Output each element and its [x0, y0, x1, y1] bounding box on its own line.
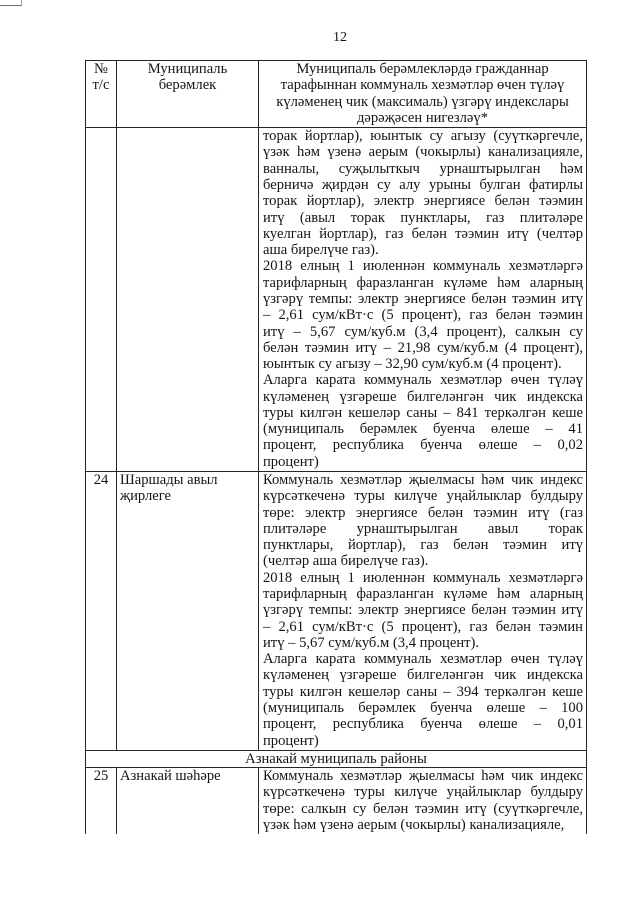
description-line: белән тәэмин итү – 21,98 сум/куб.м (4 процент), [263, 339, 583, 356]
description-line: – 2,61 сум/кВт·с (5 процент), газ белән тәэмин [263, 618, 583, 635]
description-line: туры килгән кешеләр саны – 841 теркәлгән кеше [263, 404, 583, 421]
municipality-cell [117, 768, 259, 835]
description-paragraph [263, 258, 583, 372]
row-number: 25 [93, 768, 109, 785]
description-line: куелган йортлар), газ белән тәэмин итү (челтәр [263, 225, 583, 242]
description-line: үзгәрү темпы: электр энергиясе белән тәэмин итү [263, 290, 583, 307]
description-line: күләменең үзгәреше билгеләнгән чик индекска [263, 388, 583, 405]
row-number-cell [86, 128, 117, 472]
description-line: Коммуналь хезмәтләр җыелмасы һәм чик индекс [263, 472, 583, 489]
header-description-line: дәрәҗәсен нигезләү* [356, 109, 489, 126]
municipality-name-line: Азнакай шәһәре [120, 768, 221, 785]
description-cell [259, 128, 587, 472]
description-line: 2018 елның 1 июленнән коммуналь хезмәтләргә [263, 258, 583, 275]
description-line: күрсәткеченә туры килүче уңайлыклар булдыру [263, 784, 583, 801]
description-line: төре: электр энергиясе белән тәэмин итү (газ [263, 504, 583, 521]
header-number-cell [86, 61, 117, 128]
description-line: процент) [263, 453, 319, 470]
section-title: Азнакай муниципаль районы [86, 750, 587, 767]
header-row [86, 61, 587, 128]
table-header [86, 61, 587, 128]
description-line: Аларга карата коммуналь хезмәтләр өчен түләү [263, 651, 583, 668]
data-table [85, 60, 587, 834]
header-number-line: т/с [92, 77, 110, 94]
description-paragraph [263, 651, 583, 749]
section-row [86, 750, 587, 767]
description-paragraph [263, 768, 583, 833]
header-description-cell [259, 61, 587, 128]
municipality-cell [117, 472, 259, 751]
description-line: процент, республика буенча өлеше – 0,02 [263, 437, 583, 454]
row-number-cell [86, 472, 117, 751]
page-number: 12 [333, 30, 347, 45]
description-line: итү – 5,67 сум/куб.м (3,4 процент), салкын су [263, 323, 583, 340]
municipality-name-line: Шаршады авыл [120, 472, 218, 489]
table-row [86, 768, 587, 835]
description-line: плитәләре урнаштырылган авыл торак [263, 520, 583, 537]
table-row [86, 128, 587, 472]
description-line: туры килгән кешеләр саны – 394 теркәлгән кеше [263, 683, 583, 700]
table-body [86, 128, 587, 835]
table-row [86, 472, 587, 751]
description-line: пунктлары, йортлар), газ белән тәэмин итү [263, 537, 583, 554]
header-municipality-line: Муниципаль [147, 61, 228, 77]
description-line: үзәк һәм үзенә аерым (чокырлы) канализацияле, [263, 144, 583, 161]
description-line: процент, республика буенча өлеше – 0,01 [263, 716, 583, 733]
header-description-line: Муниципаль берәмлекләрдә гражданнар [296, 61, 549, 77]
description-line: тарифларның фаразланган күләме һәм аларның [263, 586, 583, 602]
description-line: үзгәрү темпы: электр энергиясе белән тәэмин итү [263, 602, 583, 619]
description-line: итү (авыл торак пунктлары, газ плитәләре [263, 209, 583, 226]
description-paragraph [263, 570, 583, 651]
description-line: Аларга карата коммуналь хезмәтләр өчен түләү [263, 372, 583, 389]
description-paragraph [263, 372, 583, 470]
description-paragraph [263, 128, 583, 258]
description-line: процент) [263, 732, 319, 749]
description-line: берничә җирдән су алу урыны булган фатирлы [263, 176, 583, 193]
description-line: үзәк һәм үзенә аерым (чокырлы) канализацияле, [263, 816, 565, 833]
description-line: (муниципаль берәмлек буенча өлеше – 100 [263, 699, 583, 716]
description-line: төре: салкын су белән тәэмин итү (суүткәргечле, [263, 800, 583, 817]
header-description-line: тарафыннан коммуналь хезмәтләр өчен түләү [280, 77, 565, 94]
description-line: тарифларның фаразланган күләме һәм аларның [263, 274, 583, 291]
description-cell [259, 768, 587, 835]
header-municipality-line: берәмлек [158, 77, 217, 94]
header-number-line: № [94, 61, 108, 77]
description-line: итү – 5,67 сум/куб.м (3,4 процент). [263, 634, 480, 651]
description-line: күләменең үзгәреше билгеләнгән чик индекска [263, 667, 583, 684]
scan-corner-mark [0, 0, 22, 6]
municipality-name-line: җирлеге [120, 488, 172, 505]
description-line: – 2,61 сум/кВт·с (5 процент), газ белән тәэмин [263, 307, 583, 324]
row-number: 24 [93, 472, 109, 489]
description-line: торак йортлар), юынтык су агызу (суүткәргечле, [263, 128, 583, 145]
description-line: ванналы, суҗылыткыч урнаштырылган һәм [263, 160, 583, 177]
description-line: торак йортлар), электр энергиясе белән тәэмин [263, 193, 583, 210]
description-line: юынтык су агызу – 32,90 сум/куб.м (4 процент). [263, 356, 562, 373]
description-line: (муниципаль берәмлек буенча өлеше – 41 [263, 421, 583, 438]
description-cell [259, 472, 587, 751]
header-description-line: күләменең чик (максималь) үзгәрү индекслары [276, 93, 569, 110]
description-line: аша бирелүче газ). [263, 242, 379, 259]
header-municipality-cell [117, 61, 259, 128]
description-line: 2018 елның 1 июленнән коммуналь хезмәтләргә [263, 569, 583, 586]
description-line: (челтәр аша бирелүче газ). [263, 553, 429, 570]
description-line: Коммуналь хезмәтләр җыелмасы һәм чик индекс [263, 768, 583, 785]
row-number-cell [86, 768, 117, 835]
municipality-cell [117, 128, 259, 472]
description-paragraph [263, 472, 583, 570]
description-line: күрсәткеченә туры килүче уңайлыклар булдыру [263, 488, 583, 505]
